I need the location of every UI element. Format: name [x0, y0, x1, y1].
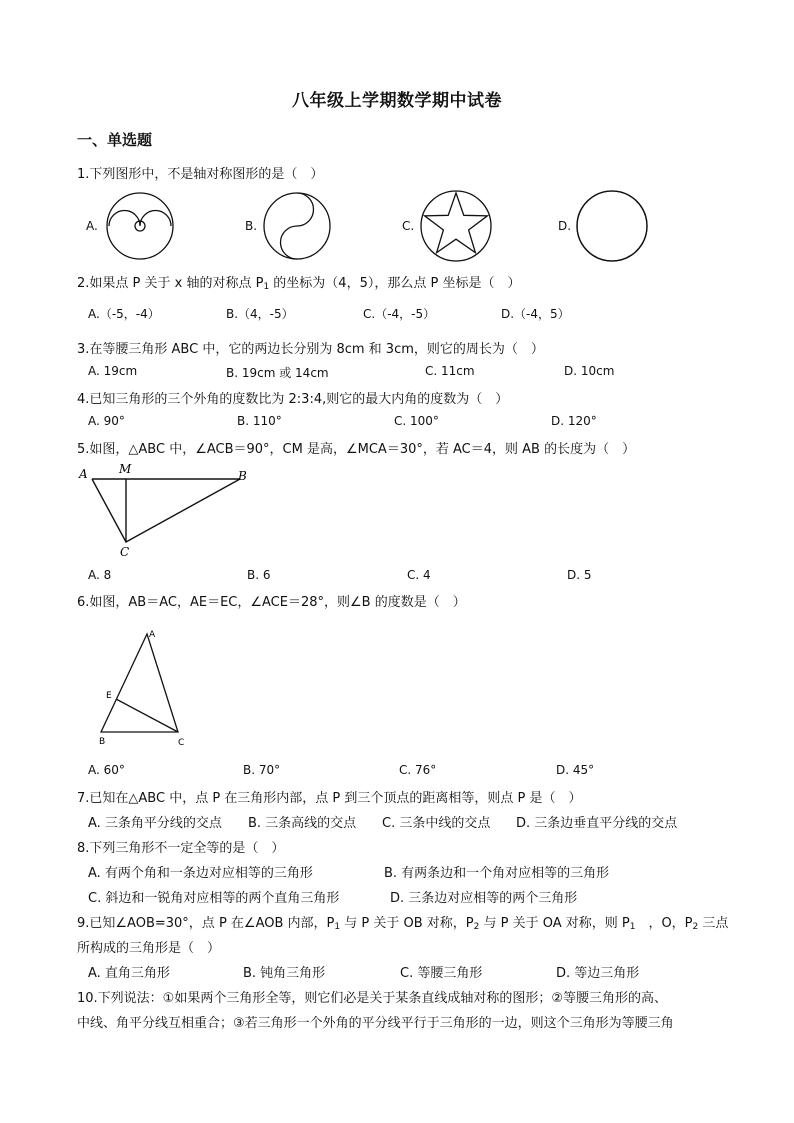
question-10-line1: 10.下列说法：①如果两个三角形全等，则它们必是关于某条直线成轴对称的图形；②等腰三角形的高、 [77, 991, 667, 1006]
q6-option-d: D. 45° [556, 763, 595, 777]
section-heading: 一、单选题 [77, 131, 153, 149]
page-title: 八年级上学期数学期中试卷 [292, 91, 502, 111]
q5-option-b: B. 6 [247, 568, 271, 582]
q6-option-c: C. 76° [399, 763, 437, 777]
question-10-line2: 中线、角平分线互相重合；③若三角形一个外角的平分线平行于三角形的一边，则这个三角形为等腰三角 [77, 1016, 674, 1031]
q2-option-d: D.（-4，5） [501, 307, 570, 321]
q5-option-a: A. 8 [88, 568, 112, 582]
q4-option-d: D. 120° [551, 414, 597, 428]
q6-option-b: B. 70° [243, 763, 281, 777]
q9-option-d: D. 等边三角形 [556, 966, 640, 981]
q8-option-c: C. 斜边和一锐角对应相等的两个直角三角形 [88, 891, 340, 906]
q9-stem-part: 9.已知∠AOB=30°，点 P 在∠AOB 内部，P [77, 916, 335, 931]
q1-option-d: D. [558, 219, 572, 233]
q2-option-c: C.（-4，-5） [363, 307, 436, 321]
q9-option-a: A. 直角三角形 [88, 966, 170, 981]
q3-option-a: A. 19cm [88, 364, 138, 378]
q8-option-a: A. 有两个角和一条边对应相等的三角形 [88, 866, 313, 881]
q7-option-b: B. 三条高线的交点 [248, 816, 357, 831]
q9-stem-part: ，O，P [635, 916, 693, 931]
q6-label-b: B [99, 737, 106, 747]
q9-option-b: B. 钝角三角形 [243, 966, 326, 981]
q9-subscript: 2 [692, 922, 699, 932]
question-2-stem [77, 272, 520, 292]
q5-label-m: M [119, 462, 132, 476]
q1-figure-b [263, 192, 331, 260]
q1-option-c: C. [402, 219, 415, 233]
q9-subscript: 1 [629, 922, 636, 932]
question-5-stem: 5.如图，△ABC 中，∠ACB＝90°，CM 是高，∠MCA＝30°，若 AC＝4，则 AB 的长度为（ ） [77, 442, 636, 457]
q9-stem-part: 与 P 关于 OB 对称，P [340, 916, 474, 931]
q4-option-a: A. 90° [88, 414, 125, 428]
q5-label-c: C [120, 545, 130, 559]
question-9-stem-line2: 所构成的三角形是（ ） [77, 941, 221, 956]
q6-label-e: E [106, 691, 112, 701]
q6-label-a: A [149, 630, 156, 640]
q5-figure [76, 462, 266, 560]
q5-option-c: C. 4 [407, 568, 431, 582]
question-1-stem: 1.下列图形中，不是轴对称图形的是（ ） [77, 167, 324, 182]
question-4-stem: 4.已知三角形的三个外角的度数比为 2:3:4,则它的最大内角的度数为（ ） [77, 392, 509, 407]
q1-option-b: B. [245, 219, 258, 233]
q3-option-d: D. 10cm [564, 364, 615, 378]
q4-option-b: B. 110° [237, 414, 282, 428]
q1-option-a: A. [86, 219, 98, 233]
q5-option-d: D. 5 [567, 568, 592, 582]
q5-label-a: A [79, 467, 88, 481]
q5-label-b: B [238, 469, 247, 483]
q2-option-a: A.（-5，-4） [88, 307, 160, 321]
q6-figure [94, 626, 194, 750]
question-9-stem [77, 912, 728, 932]
q6-option-a: A. 60° [88, 763, 125, 777]
q9-option-c: C. 等腰三角形 [400, 966, 483, 981]
q2-option-b: B.（4，-5） [226, 307, 294, 321]
q1-figure-c [420, 190, 492, 262]
q9-stem-part: 与 P 关于 OA 对称，则 P [479, 916, 630, 931]
q8-option-d: D. 三条边对应相等的两个三角形 [390, 891, 578, 906]
question-6-stem: 6.如图，AB＝AC，AE＝EC，∠ACE＝28°，则∠B 的度数是（ ） [77, 595, 466, 610]
q7-option-c: C. 三条中线的交点 [382, 816, 491, 831]
q2-stem-part: 的坐标为（4，5），那么点 P 坐标是（ ） [269, 276, 521, 291]
q4-option-c: C. 100° [394, 414, 439, 428]
q2-stem-part: 2.如果点 P 关于 x 轴的对称点 P [77, 276, 264, 291]
q7-option-a: A. 三条角平分线的交点 [88, 816, 222, 831]
q2-subscript: 1 [263, 282, 270, 292]
question-3-stem: 3.在等腰三角形 ABC 中，它的两边长分别为 8cm 和 3cm，则它的周长为（ ） [77, 342, 544, 357]
q3-option-c: C. 11cm [425, 364, 475, 378]
q9-subscript: 2 [473, 922, 480, 932]
q9-stem-part: 三点 [698, 916, 729, 931]
question-7-stem: 7.已知在△ABC 中，点 P 在三角形内部，点 P 到三个顶点的距离相等，则点 P 是（ ） [77, 791, 582, 806]
q6-label-c: C [178, 738, 185, 748]
q3-option-b: B. 19cm 或 14cm [226, 366, 329, 380]
q7-option-d: D. 三条边垂直平分线的交点 [516, 816, 678, 831]
q8-option-b: B. 有两条边和一个角对应相等的三角形 [384, 866, 610, 881]
question-8-stem: 8.下列三角形不一定全等的是（ ） [77, 841, 285, 856]
q1-figure-d [576, 190, 648, 262]
q9-subscript: 1 [334, 922, 341, 932]
q1-figure-a [106, 192, 174, 260]
